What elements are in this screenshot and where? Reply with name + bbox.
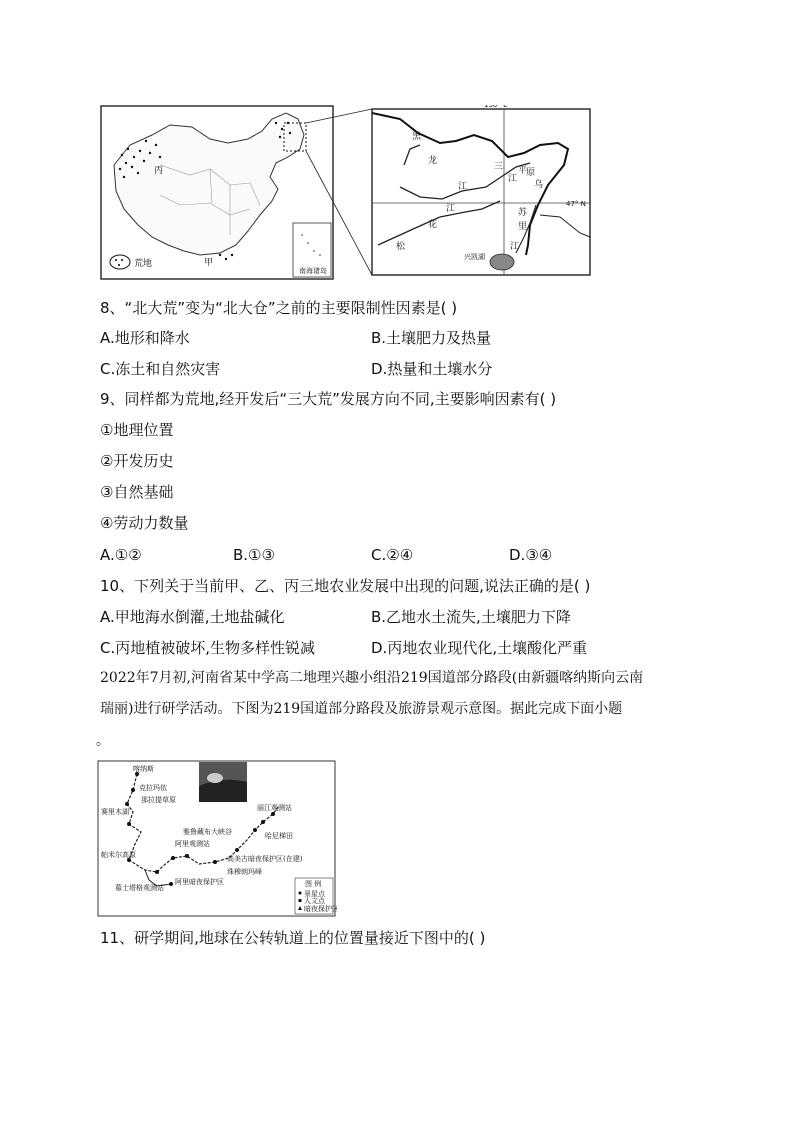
legend-dark: 暗夜保护区 bbox=[304, 905, 337, 913]
label-hua: 花 bbox=[428, 220, 438, 230]
label-murtag: 慕士塔格观测站 bbox=[115, 884, 164, 892]
label-zhumu: 珠穆朗玛峰 bbox=[227, 868, 262, 876]
q8-option-c[interactable]: C.冻土和自然灾害 bbox=[100, 360, 221, 378]
label-hei: 黑 bbox=[412, 132, 422, 142]
legend-scenic: 景星点 bbox=[304, 890, 325, 898]
xingkai-lake bbox=[490, 254, 514, 270]
q8-option-b[interactable]: B.土壤肥力及热量 bbox=[371, 329, 492, 347]
label-lijiang: 丽江观测站 bbox=[257, 804, 292, 812]
label-kelamayi: 克拉玛依 bbox=[139, 784, 167, 792]
label-jia: 甲 bbox=[204, 258, 214, 268]
label-kanasi: 喀纳斯 bbox=[133, 765, 154, 773]
q8-stem: 8、“北大荒”变为“北大仓”之前的主要限制性因素是( ) bbox=[100, 299, 458, 317]
label-yuan: 原 bbox=[526, 168, 536, 178]
q10-option-b[interactable]: B.乙地水土流失,土壤肥力下降 bbox=[371, 608, 571, 626]
label-jiang2: 江 bbox=[446, 204, 456, 214]
label-pamier: 帕米尔高原 bbox=[101, 851, 136, 859]
label-lake: 兴凯湖 bbox=[464, 253, 485, 261]
label-bing: 丙 bbox=[154, 166, 164, 176]
intro-line-2: 瑞丽)进行研学活动。下图为219国道部分路段及旅游景观示意图。据此完成下面小题 bbox=[100, 701, 623, 717]
q10-option-c[interactable]: C.丙地植被破坏,生物多样性锐减 bbox=[100, 639, 316, 657]
label-nalati: 那拉提草原 bbox=[141, 796, 176, 804]
label-long: 龙 bbox=[428, 156, 438, 166]
q9-option-a[interactable]: A.①② bbox=[100, 546, 142, 564]
q9-stem: 9、同样都为荒地,经开发后“三大荒”发展方向不同,主要影响因素有( ) bbox=[100, 390, 557, 408]
q9-option-d[interactable]: D.③④ bbox=[509, 546, 553, 564]
intro-line-3: 。 bbox=[96, 733, 110, 749]
legend-title: 图 例 bbox=[305, 880, 322, 888]
route-map-svg bbox=[97, 760, 337, 918]
q10-stem: 10、下列关于当前甲、乙、丙三地农业发展中出现的问题,说法正确的是( ) bbox=[100, 577, 591, 595]
china-map-figure bbox=[100, 105, 597, 280]
q8-option-a[interactable]: A.地形和降水 bbox=[100, 329, 190, 347]
label-san: 三 bbox=[494, 162, 504, 172]
route-map-figure bbox=[97, 760, 337, 918]
label-jiang4: 江 bbox=[510, 242, 520, 252]
legend-culture: 人文点 bbox=[304, 897, 325, 905]
q9-item-1: ①地理位置 bbox=[100, 421, 174, 439]
label-yarlung: 雅鲁藏布大峡谷 bbox=[183, 828, 232, 836]
label-hani: 哈尼梯田 bbox=[265, 832, 293, 840]
label-130e: 130° E bbox=[484, 105, 508, 109]
q10-option-a[interactable]: A.甲地海水倒灌,土地盐碱化 bbox=[100, 608, 285, 626]
inset-label: 南海诸岛 bbox=[299, 267, 327, 275]
q9-option-b[interactable]: B.①③ bbox=[233, 546, 275, 564]
label-ali-reserve: 阿里暗夜保护区 bbox=[175, 878, 224, 886]
label-sailimu: 赛里木湖 bbox=[101, 808, 129, 816]
intro-line-1: 2022年7月初,河南省某中学高二地理兴趣小组沿219国道部分路段(由新疆喀纳斯向云南 bbox=[100, 670, 644, 686]
label-ping: 平 bbox=[518, 166, 528, 176]
label-47n: 47° N bbox=[566, 200, 586, 208]
label-ali-station: 阿里观测站 bbox=[175, 840, 210, 848]
label-su: 苏 bbox=[518, 208, 528, 218]
label-gaomei: 高美古暗夜保护区(在建) bbox=[227, 855, 303, 863]
q9-item-4: ④劳动力数量 bbox=[100, 514, 189, 532]
label-wu: 乌 bbox=[534, 180, 544, 190]
q8-option-d[interactable]: D.热量和土壤水分 bbox=[371, 360, 493, 378]
label-song: 松 bbox=[396, 242, 406, 252]
q10-option-d[interactable]: D.丙地农业现代化,土壤酸化严重 bbox=[371, 639, 588, 657]
q9-item-3: ③自然基础 bbox=[100, 483, 174, 501]
q9-item-2: ②开发历史 bbox=[100, 452, 174, 470]
label-jiang1: 江 bbox=[458, 182, 468, 192]
q11-stem: 11、研学期间,地球在公转轨道上的位置量接近下图中的( ) bbox=[100, 929, 486, 947]
china-map-svg bbox=[100, 105, 597, 280]
label-jiang3: 江 bbox=[508, 174, 518, 184]
q9-option-c[interactable]: C.②④ bbox=[371, 546, 414, 564]
legend-wasteland-label: 荒地 bbox=[134, 259, 153, 269]
label-li: 里 bbox=[518, 222, 528, 232]
